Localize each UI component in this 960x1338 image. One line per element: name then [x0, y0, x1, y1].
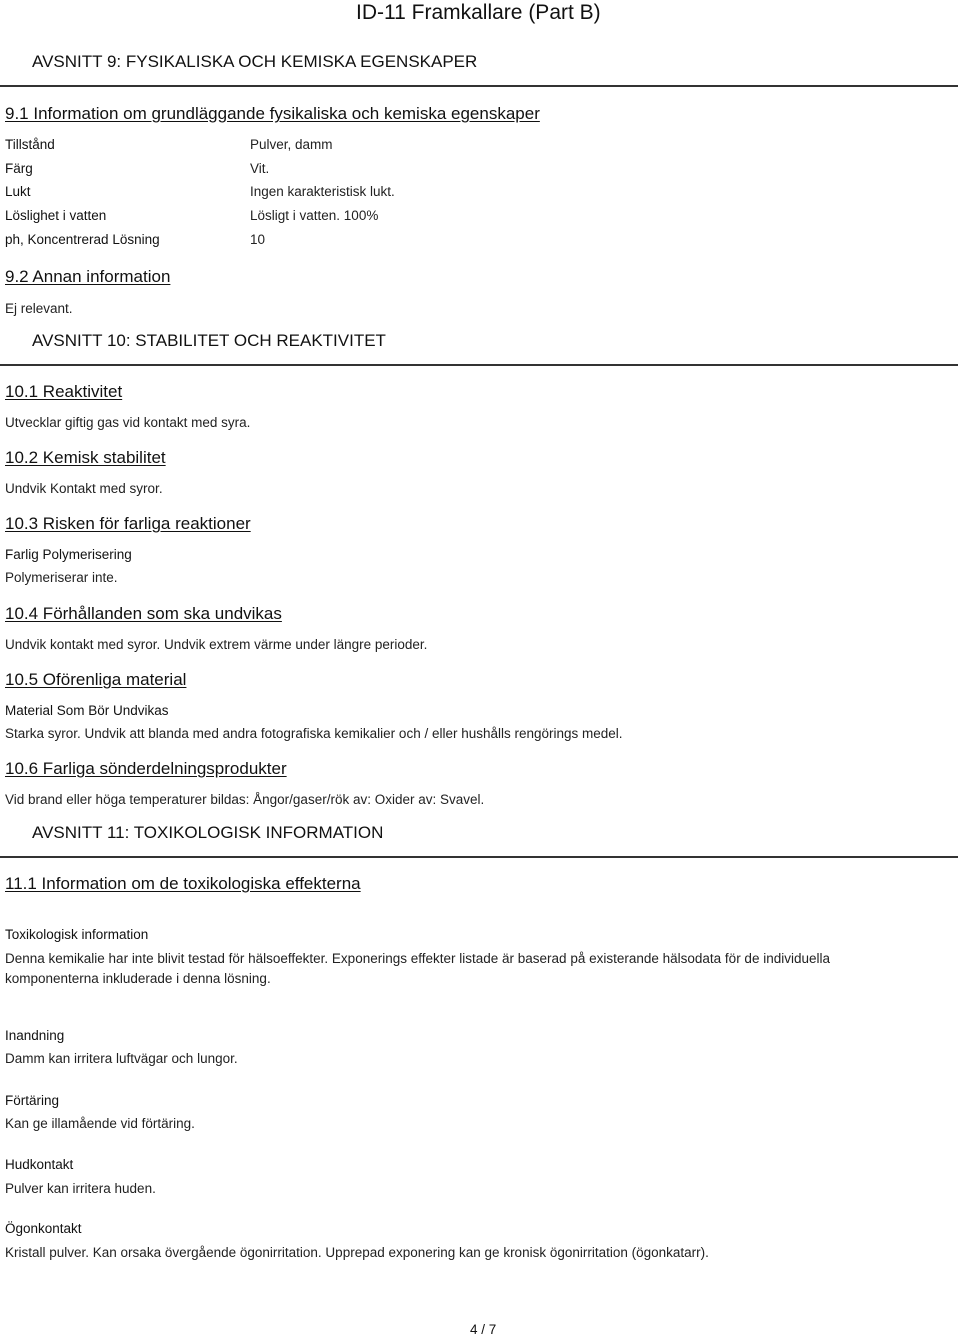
section-9-header [0, 41, 958, 87]
subsection-10-3-label: Farlig Polymerisering [5, 547, 132, 562]
section-10-title: AVSNITT 10: STABILITET OCH REAKTIVITET [32, 331, 386, 350]
subsection-10-2-title: 10.2 Kemisk stabilitet [5, 448, 166, 467]
subsection-9-2-title: 9.2 Annan information [5, 267, 171, 286]
section-10-header [0, 320, 958, 366]
subsection-10-1-title: 10.1 Reaktivitet [5, 382, 123, 401]
eye-contact-label: Ögonkontakt [5, 1221, 82, 1236]
subsection-10-5-text: Starka syror. Undvik att blanda med andra fotografiska kemikalier och / eller hushålls rengörings medel. [5, 726, 623, 741]
section-11-header [0, 812, 958, 858]
property-label-solubility: Löslighet i vatten [5, 208, 107, 223]
subsection-10-2-text: Undvik Kontakt med syror. [5, 481, 163, 496]
inhalation-text: Damm kan irritera luftvägar och lungor. [5, 1051, 238, 1066]
subsection-9-2-text: Ej relevant. [5, 301, 73, 316]
toxicological-info-label: Toxikologisk information [5, 927, 149, 942]
subsection-10-1-text: Utvecklar giftig gas vid kontakt med syra. [5, 415, 251, 430]
property-value-solubility: Lösligt i vatten. 100% [250, 208, 379, 223]
skin-contact-text: Pulver kan irritera huden. [5, 1181, 156, 1196]
subsection-10-5-label: Material Som Bör Undvikas [5, 703, 169, 718]
ingestion-label: Förtäring [5, 1093, 60, 1108]
toxicological-info-text: Denna kemikalie har inte blivit testad för hälsoeffekter. Exponerings effekter listade är baserad på existerande hälsodata för de individuella komponenterna inkluderade i denna lösning. [5, 951, 830, 986]
subsection-10-3-title: 10.3 Risken för farliga reaktioner [5, 514, 251, 533]
ingestion-text: Kan ge illamående vid förtäring. [5, 1116, 195, 1131]
eye-contact-text: Kristall pulver. Kan orsaka övergående ögonirritation. Upprepad exponering kan ge kronisk ögonirritation (ögonkatarr). [5, 1245, 709, 1260]
subsection-9-1-title: 9.1 Information om grundläggande fysikaliska och kemiska egenskaper [5, 104, 540, 123]
section-9-title: AVSNITT 9: FYSIKALISKA OCH KEMISKA EGENSKAPER [32, 52, 478, 71]
subsection-10-6-title: 10.6 Farliga sönderdelningsprodukter [5, 759, 287, 778]
subsection-10-5-title: 10.5 Oförenliga material [5, 670, 187, 689]
subsection-10-3-text: Polymeriserar inte. [5, 570, 118, 585]
property-value-color: Vit. [250, 161, 270, 176]
subsection-10-4-title: 10.4 Förhållanden som ska undvikas [5, 604, 282, 623]
property-label-color: Färg [5, 161, 33, 176]
property-label-state: Tillstånd [5, 137, 55, 152]
property-label-ph: ph, Koncentrerad Lösning [5, 232, 160, 247]
section-11-title: AVSNITT 11: TOXIKOLOGISK INFORMATION [32, 823, 384, 842]
inhalation-label: Inandning [5, 1028, 65, 1043]
document-title: ID-11 Framkallare (Part B) [356, 1, 601, 24]
property-value-ph: 10 [250, 232, 266, 247]
property-value-odor: Ingen karakteristisk lukt. [250, 184, 395, 199]
subsection-10-4-text: Undvik kontakt med syror. Undvik extrem värme under längre perioder. [5, 637, 428, 652]
subsection-10-6-text: Vid brand eller höga temperaturer bildas: Ångor/gaser/rök av: Oxider av: Svavel. [5, 792, 485, 807]
page-number: 4 / 7 [470, 1322, 497, 1337]
property-value-state: Pulver, damm [250, 137, 333, 152]
subsection-11-1-title: 11.1 Information om de toxikologiska effekterna [5, 874, 361, 893]
skin-contact-label: Hudkontakt [5, 1157, 74, 1172]
property-label-odor: Lukt [5, 184, 31, 199]
